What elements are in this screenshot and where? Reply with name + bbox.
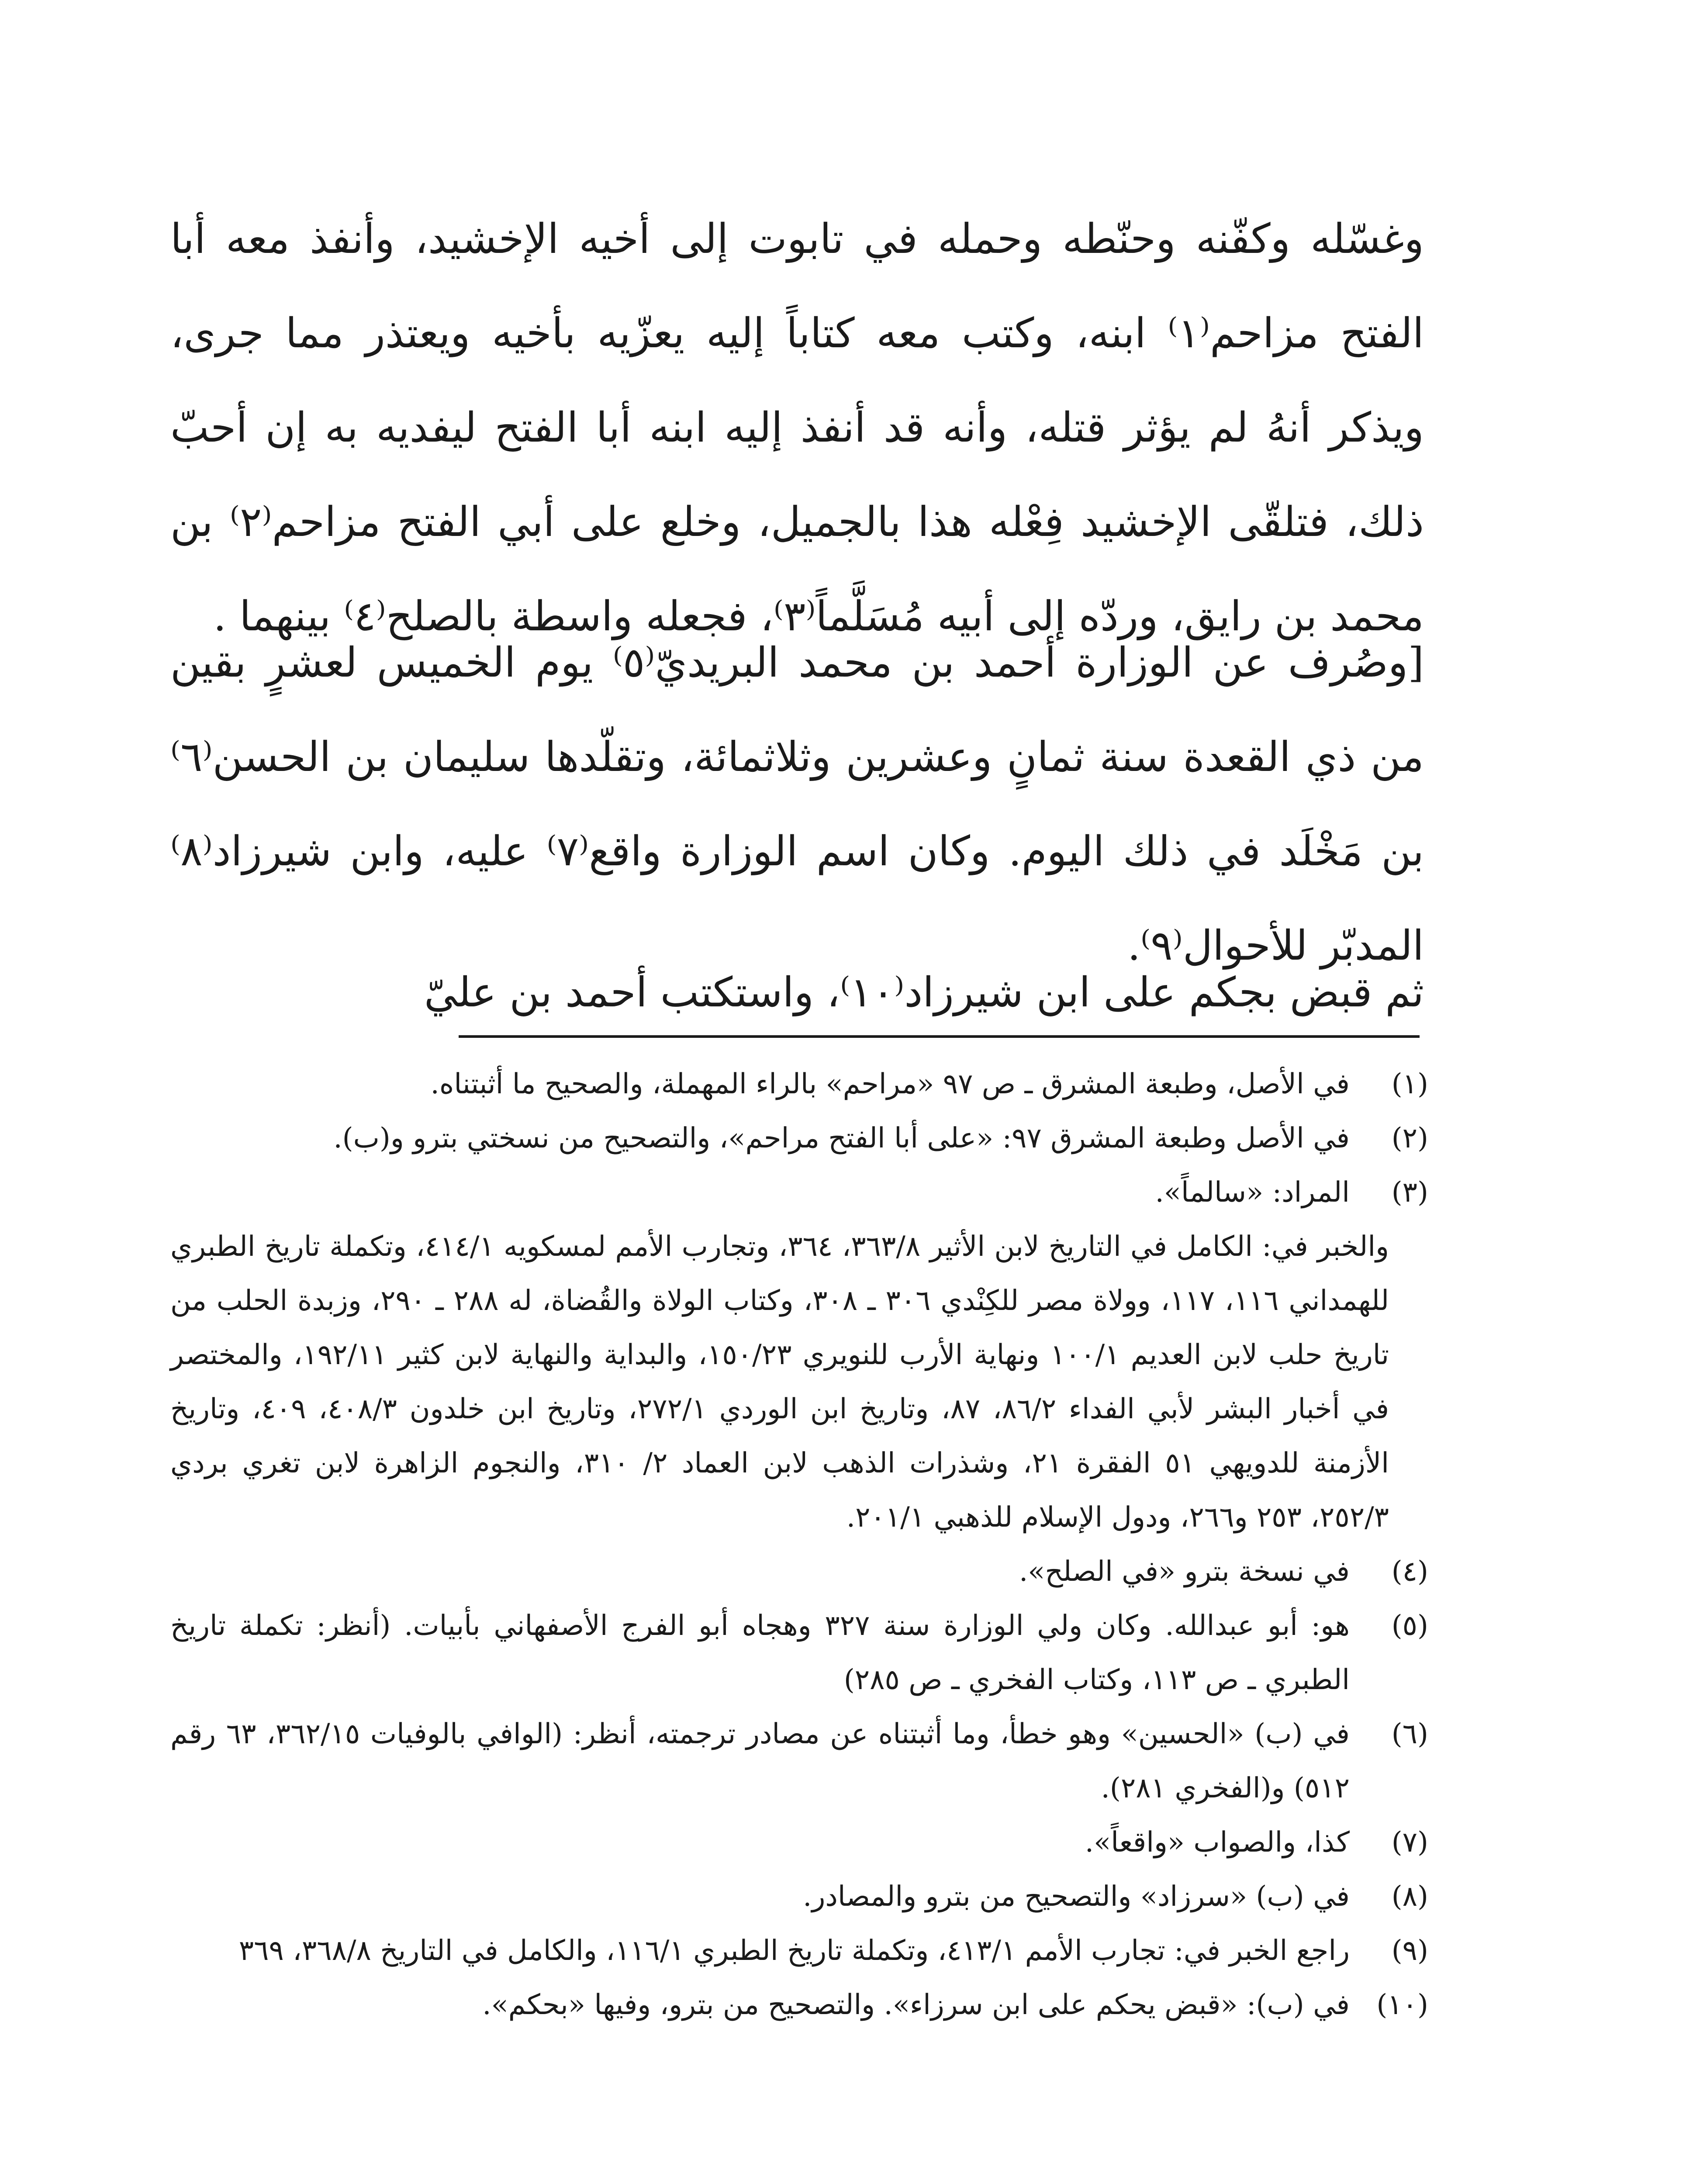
footnote-3: [170, 1165, 1428, 1220]
footnote-3-continuation: [170, 1220, 1428, 1545]
footnote-number: (٤): [1391, 1555, 1428, 1588]
footnote-5: [170, 1599, 1428, 1707]
footnote-text: المراد: «سالماً».: [1155, 1176, 1350, 1209]
footnote-text: في (ب) «سرزاد» والتصحيح من بترو والمصادر.: [803, 1880, 1350, 1913]
footnote-text: في الأصل، وطبعة المشرق ـ ص ٩٧ «مراحم» بالراء المهملة، والصحيح ما أثبتناه.: [430, 1068, 1350, 1100]
footnote-text: هو: أبو عبدالله. وكان ولي الوزارة سنة ٣٢٧ وهجاه أبو الفرج الأصفهاني بأبيات. (أنظر: تكملة تاريخ الطبري ـ ص ١١٣، وكتاب الفخري ـ ص ٢٨٥): [170, 1610, 1350, 1696]
footnote-number: (١): [1391, 1068, 1428, 1100]
footnote-8: [170, 1870, 1428, 1924]
footnote-number: (٦): [1391, 1718, 1428, 1750]
footnote-2: [170, 1111, 1428, 1165]
footnote-9: [170, 1924, 1428, 1978]
body-paragraph-2: [170, 616, 1424, 993]
footnote-1: [170, 1057, 1428, 1111]
footnote-number: (٨): [1391, 1880, 1428, 1913]
footnote-text: في الأصل وطبعة المشرق ٩٧: «على أبا الفتح مراحم»، والتصحيح من نسختي بترو و(ب).: [333, 1122, 1350, 1154]
footnote-number: (٩): [1391, 1935, 1428, 1967]
paragraph-text: ثم قبض بجكم على ابن شيرزاد⁽١٠⁾، واستكتب أحمد بن عليّ: [424, 969, 1424, 1016]
footnote-text: والخبر في: الكامل في التاريخ لابن الأثير ٣٦٣/٨، ٣٦٤، وتجارب الأمم لمسكويه ٤١٤/١، وتكملة تاريخ الطبري للهمداني ١١٦، ١١٧، وولاة مصر للكِنْدي ٣٠٦ ـ ٣٠٨، وكتاب الولاة والقُضاة، له ٢٨٨ ـ ٢٩٠، وزبدة الحلب من تاريخ حلب لابن العديم ١٠٠/١ ونهاية الأرب للنويري ١٥٠/٢٣، والبداية والنهاية لابن كثير ١٩٢/١١، والمختصر في أخبار البشر لأبي الفداء ٨٦/٢، ٨٧، وتاريخ ابن الوردي ٢٧٢/١، وتاريخ ابن خلدون ٤٠٨/٣، ٤٠٩، وتاريخ الأزمنة للدويهي ٥١ الفقرة ٢١، وشذرات الذهب لابن العماد ٢/ ٣١٠، والنجوم الزاهرة لابن تغري بردي ٢٥٢/٣، ٢٥٣ و٢٦٦، ودول الإسلام للذهبي ٢٠١/١.: [170, 1230, 1389, 1534]
footnote-number: (٧): [1391, 1826, 1428, 1859]
footnotes-section: [170, 1057, 1428, 2032]
footnote-number: (١٠): [1376, 1989, 1428, 2021]
body-paragraph-3: [170, 946, 1424, 1040]
footnote-text: في نسخة بترو «في الصلح».: [1019, 1555, 1350, 1588]
body-paragraph-1: [170, 192, 1424, 664]
footnote-text: في (ب): «قبض يحكم على ابن سرزاء». والتصحيح من بترو، وفيها «بحكم».: [482, 1989, 1350, 2021]
footnote-text: راجع الخبر في: تجارب الأمم ٤١٣/١، وتكملة تاريخ الطبري ١١٦/١، والكامل في التاريخ ٣٦٨/٨، ٣٦٩: [238, 1935, 1350, 1967]
footnote-4: [170, 1545, 1428, 1599]
footnote-7: [170, 1815, 1428, 1870]
footnote-10: [170, 1978, 1428, 2032]
paragraph-text: [وصُرف عن الوزارة أحمد بن محمد البريديّ⁽٥⁾ يوم الخميس لعشرٍ بقين من ذي القعدة سنة ثمانٍ وعشرين وثلاثمائة، وتقلّدها سليمان بن الحسن⁽٦⁾ بن مَخْلَد في ذلك اليوم. وكان اسم الوزارة واقع⁽٧⁾ عليه، وابن شيرزاد⁽٨⁾ المدبّر للأحوال⁽٩⁾.: [170, 639, 1424, 970]
footnote-text: كذا، والصواب «واقعاً».: [1085, 1826, 1350, 1859]
footnote-text: في (ب) «الحسين» وهو خطأ، وما أثبتناه عن مصادر ترجمته، أنظر: (الوافي بالوفيات ٣٦٢/١٥، ٦٣ رقم ٥١٢) و(الفخري ٢٨١).: [170, 1718, 1350, 1804]
footnote-6: [170, 1707, 1428, 1815]
footnote-number: (٢): [1391, 1122, 1428, 1154]
footnote-number: (٣): [1391, 1176, 1428, 1209]
footnote-number: (٥): [1391, 1610, 1428, 1642]
paragraph-text: وغسّله وكفّنه وحنّطه وحمله في تابوت إلى أخيه الإخشيد، وأنفذ معه أبا الفتح مزاحم⁽١⁾ ابنه، وكتب معه كتاباً إليه يعزّيه بأخيه ويعتذر مما جرى، ويذكر أنهُ لم يؤثر قتله، وأنه قد أنفذ إليه ابنه أبا الفتح ليفديه به إن أحبّ ذلك، فتلقّى الإخشيد فِعْله هذا بالجميل، وخلع على أبي الفتح مزاحم⁽٢⁾ بن محمد بن رايق، وردّه إلى أبيه مُسَلَّماً⁽٣⁾، فجعله واسطة بالصلح⁽٤⁾ بينهما .: [170, 215, 1424, 640]
footnote-separator: [459, 1035, 1420, 1038]
